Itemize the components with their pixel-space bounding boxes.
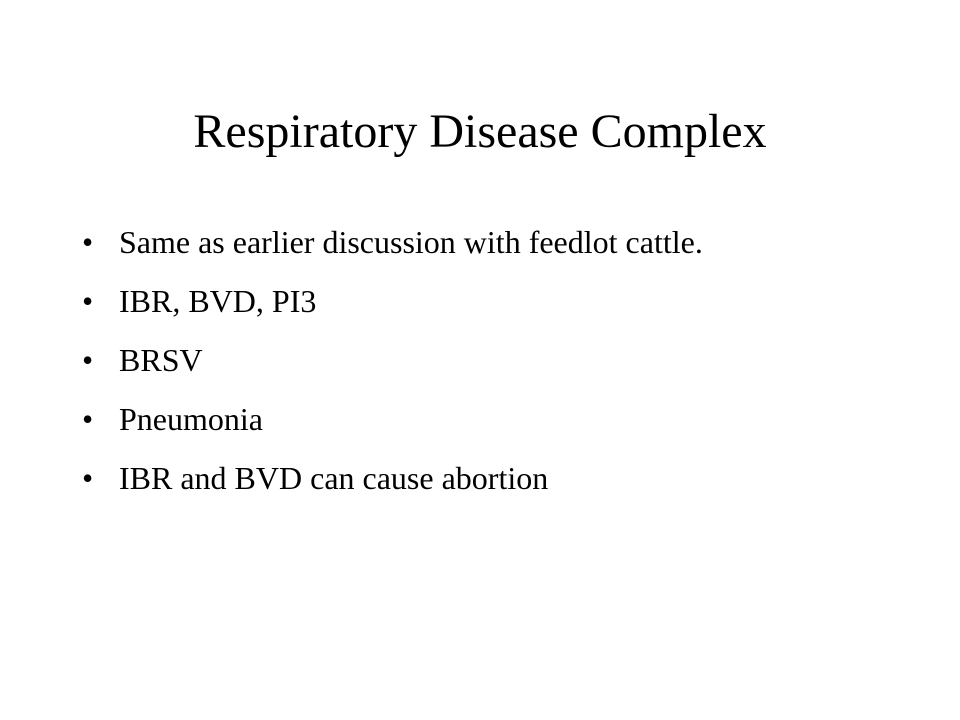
- bullet-item: [82, 224, 802, 260]
- bullet-marker: •: [82, 401, 94, 437]
- bullet-text: IBR, BVD, PI3: [119, 283, 317, 319]
- bullet-text: Same as earlier discussion with feedlot cattle.: [119, 224, 703, 260]
- bullet-item: [82, 283, 802, 319]
- bullet-marker: •: [82, 342, 94, 378]
- bullet-item: [82, 342, 802, 378]
- bullet-text: IBR and BVD can cause abortion: [119, 460, 549, 496]
- bullet-marker: •: [82, 460, 94, 496]
- bullet-list: [82, 224, 802, 519]
- slide-title: Respiratory Disease Complex: [193, 105, 767, 158]
- bullet-marker: •: [82, 224, 94, 260]
- bullet-text: BRSV: [119, 342, 203, 378]
- bullet-item: [82, 401, 802, 437]
- bullet-marker: •: [82, 283, 94, 319]
- bullet-item: [82, 460, 802, 496]
- bullet-text: Pneumonia: [119, 401, 263, 437]
